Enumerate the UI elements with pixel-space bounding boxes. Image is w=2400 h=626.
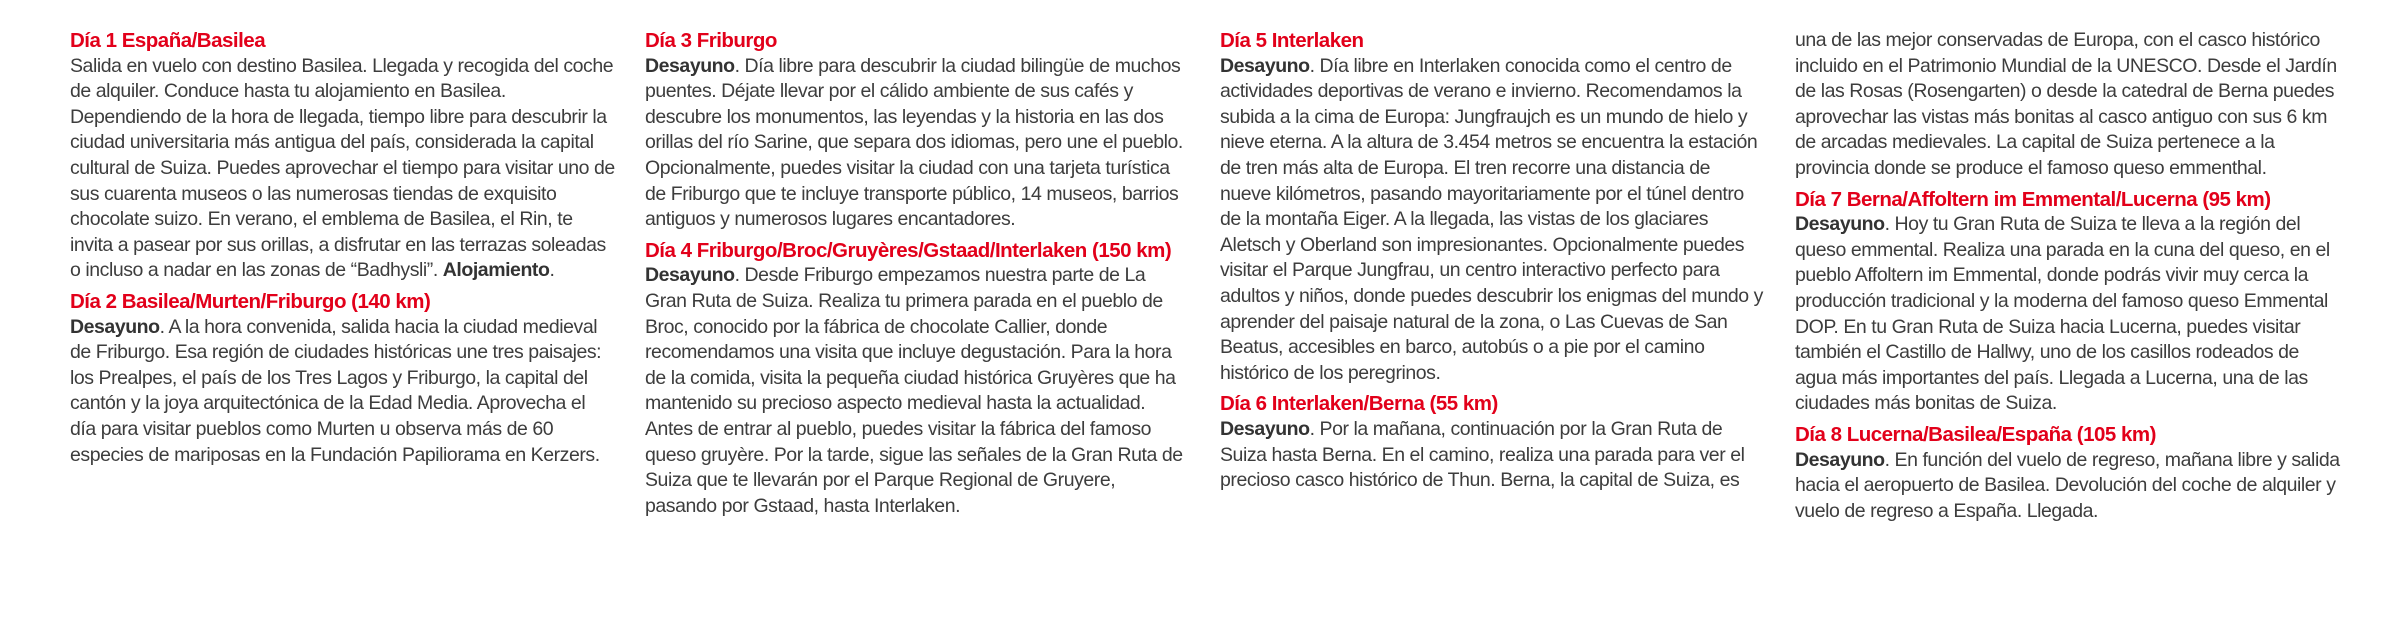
- day-8-breakfast: Desayuno: [1795, 448, 1885, 471]
- day-3-body: . Día libre para descubrir la ciudad bilingüe de muchos puentes. Déjate llevar por el cálido ambiente de sus cafés y descubre los monumentos, las leyendas y la historia en las dos orillas del río Sarine, que separa dos idiomas, pero une el pueblo. Opcionalmente, puedes visitar la ciudad con una tarjeta turística de Friburgo que te incluye transporte público, 14 museos, barrios antiguos y numerosos lugares encantadores.: [645, 54, 1183, 231]
- day-7-body: . Hoy tu Gran Ruta de Suiza te lleva a la región del queso emmental. Realiza una parada en la cuna del queso, en el pueblo Affoltern im Emmental, donde podrás vivir muy cerca la producción tradicional y la moderna del famoso queso Emmental DOP. En tu Gran Ruta de Suiza hacia Lucerna, puedes visitar también el Castillo de Hallwy, uno de los casillos rodeados de agua más importantes del país. Llegada a Lucerna, una de las ciudades más bonitas de Suiza.: [1795, 213, 2330, 415]
- column-4: [1795, 28, 2340, 626]
- day-2-title: Día 2 Basilea/Murten/Friburgo (140 km): [70, 289, 431, 313]
- day-6-body: . Por la mañana, continuación por la Gran Ruta de Suiza hasta Berna. En el camino, realiza una parada para ver el precioso casco histórico de Thun. Berna, la capital de Suiza, es: [1220, 417, 1745, 492]
- day-6-continued-text: una de las mejor conservadas de Europa, con el casco histórico incluido en el Patrimonio Mundial de la UNESCO. Desde el Jardín de las Rosas (Rosengarten) o desde la catedral de Berna puedes aprovechar las vistas más bonitas al casco antiguo con sus 6 km de arcadas medievales. La capital de Suiza pertenece a la provincia donde se produce el famoso queso emmenthal.: [1795, 29, 2337, 179]
- day-4-text: [645, 263, 1190, 519]
- day-5-section: [1220, 28, 1765, 386]
- day-1-text: [70, 54, 615, 284]
- column-1: [70, 28, 615, 626]
- column-2: [645, 28, 1190, 626]
- day-7-breakfast: Desayuno: [1795, 213, 1885, 236]
- day-8-title: Día 8 Lucerna/Basilea/España (105 km): [1795, 422, 2156, 446]
- day-4-breakfast: Desayuno: [645, 264, 735, 287]
- day-1-section: [70, 28, 615, 284]
- day-1-period: .: [549, 259, 555, 282]
- day-3-breakfast: Desayuno: [645, 54, 735, 77]
- day-7-section: [1795, 187, 2340, 417]
- day-8-body: . En función del vuelo de regreso, mañana libre y salida hacia el aeropuerto de Basilea. Devolución del coche de alquiler y vuelo de regreso a España. Llegada.: [1795, 448, 2340, 522]
- column-3: [1220, 28, 1765, 626]
- day-5-title: Día 5 Interlaken: [1220, 29, 1364, 52]
- day-6-continued-section: [1795, 28, 2340, 182]
- day-4-section: [645, 238, 1190, 520]
- day-8-section: [1795, 422, 2340, 524]
- day-3-title: Día 3 Friburgo: [645, 29, 777, 52]
- day-1-lodging: Alojamiento: [442, 259, 550, 282]
- day-2-text: [70, 315, 615, 469]
- day-6-section: [1220, 391, 1765, 493]
- day-2-body: . A la hora convenida, salida hacia la ciudad medieval de Friburgo. Esa región de ciudades históricas une tres paisajes: los Prealpes, el país de los Tres Lagos y Friburgo, la capital del cantón y la joya arquitectónica de la Edad Media. Aprovecha el día para visitar pueblos como Murten u observa más de 60 especies de mariposas en la Fundación Papiliorama en Kerzers.: [70, 315, 602, 466]
- day-7-text: [1795, 212, 2340, 417]
- day-5-breakfast: Desayuno: [1220, 54, 1310, 77]
- day-5-text: [1220, 54, 1765, 387]
- day-6-text: [1220, 417, 1765, 494]
- day-7-title: Día 7 Berna/Affoltern im Emmental/Lucerna (95 km): [1795, 187, 2271, 211]
- day-4-body: . Desde Friburgo empezamos nuestra parte de La Gran Ruta de Suiza. Realiza tu primera parada en el pueblo de Broc, conocido por la fábrica de chocolate Callier, donde recomendamos una visita que incluye degustación. Para la hora de la comida, visita la pequeña ciudad histórica Gruyères que ha mantenido su precioso aspecto medieval hasta la actualidad. Antes de entrar al pueblo, puedes visitar la fábrica del famoso queso gruyère. Por la tarde, sigue las señales de la Gran Ruta de Suiza que te llevarán por el Parque Regional de Gruyere, pasando por Gstaad, hasta Interlaken.: [645, 264, 1183, 517]
- day-6-title: Día 6 Interlaken/Berna (55 km): [1220, 392, 1498, 416]
- day-3-text: [645, 54, 1190, 233]
- day-1-body: Salida en vuelo con destino Basilea. Llegada y recogida del coche de alquiler. Conduce hasta tu alojamiento en Basilea. Dependiendo de la hora de llegada, tiempo libre para descubrir la ciudad universitaria más antigua del país, considerada la capital cultural de Suiza. Puedes aprovechar el tiempo para visitar uno de sus cuarenta museos o las numerosas tiendas de exquisito chocolate suizo. En verano, el emblema de Basilea, el Rin, te invita a pasear por sus orillas, a disfrutar en las terrazas soleadas o incluso a nadar en las zonas de “Badhysli”.: [70, 54, 615, 282]
- day-1-title: Día 1 España/Basilea: [70, 29, 266, 52]
- day-6-breakfast: Desayuno: [1220, 417, 1310, 440]
- day-8-text: [1795, 448, 2340, 525]
- day-2-breakfast: Desayuno: [70, 315, 160, 338]
- day-2-section: [70, 289, 615, 468]
- day-3-section: [645, 28, 1190, 233]
- day-4-title: Día 4 Friburgo/Broc/Gruyères/Gstaad/Interlaken (150 km): [645, 238, 1172, 262]
- day-5-body: . Día libre en Interlaken conocida como el centro de actividades deportivas de verano e invierno. Recomendamos la subida a la cima de Europa: Jungfraujch es un mundo de hielo y nieve eterna. A la altura de 3.454 metros se encuentra la estación de tren más alta de Europa. El tren recorre una distancia de nueve kilómetros, pasando mayoritariamente por el túnel dentro de la montaña Eiger. A la llegada, las vistas de los glaciares Aletsch y Oberland son impresionantes. Opcionalmente puedes visitar el Parque Jungfrau, un centro interactivo perfecto para adultos y niños, donde puedes descubrir los enigmas del mundo y aprender del paisaje natural de la zona, o Las Cuevas de San Beatus, accesibles en barco, autobús o a pie por el camino histórico de los peregrinos.: [1220, 54, 1763, 384]
